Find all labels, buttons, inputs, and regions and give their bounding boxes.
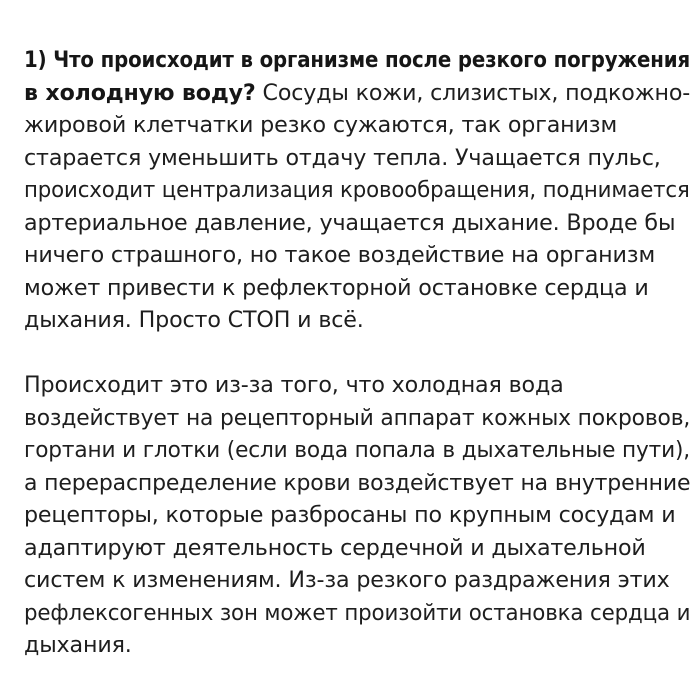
paragraph-2-line: адаптируют деятельность сердечной и дыхательной [24, 534, 646, 561]
paragraph-1-line [24, 44, 691, 77]
paragraph-1-line: дыхания. Просто СТОП и всё. [24, 307, 364, 333]
paragraph-2 [24, 369, 691, 662]
paragraph-2-line: Происходит это из-за того, что холодная вода [24, 372, 564, 398]
paragraph-2-line: а перераспределение крови воздействует на внутренние [24, 469, 691, 496]
paragraph-1 [24, 44, 691, 337]
paragraph-2-line: гортани и глотки (если вода попала в дыхательные пути), [24, 437, 691, 463]
question-heading: 1) Что происходит в организме после резкого погружения [24, 47, 691, 73]
paragraph-2-line: воздействует на рецепторный аппарат кожных покровов, [24, 404, 691, 431]
question-heading: в холодную воду? [24, 79, 256, 106]
paragraph-2-line: систем к изменениям. Из-за резкого раздражения этих [24, 567, 670, 593]
paragraph-2-line: рефлексогенных зон может произойти остановка сердца и [24, 599, 691, 626]
paragraph-1-line: артериальное давление, учащается дыхание. Вроде бы [24, 209, 676, 236]
paragraph-1-line: в холодную воду? Сосуды кожи, слизистых, подкожно- [24, 79, 691, 106]
paragraph-1-line: ничего страшного, но такое воздействие на организм [24, 242, 656, 268]
paragraph-1-line: может привести к рефлекторной остановке сердца и [24, 274, 649, 301]
paragraph-2-line: дыхания. [24, 632, 132, 658]
paragraph-1-line: жировой клетчатки резко сужаются, так организм [24, 112, 618, 138]
paragraph-1-line: старается уменьшить отдачу тепла. Учащается пульс, [24, 144, 661, 171]
paragraph-2-line: рецепторы, которые разбросаны по крупным сосудам и [24, 502, 676, 528]
paragraph-1-line: происходит централизация кровообращения, поднимается [24, 177, 690, 203]
